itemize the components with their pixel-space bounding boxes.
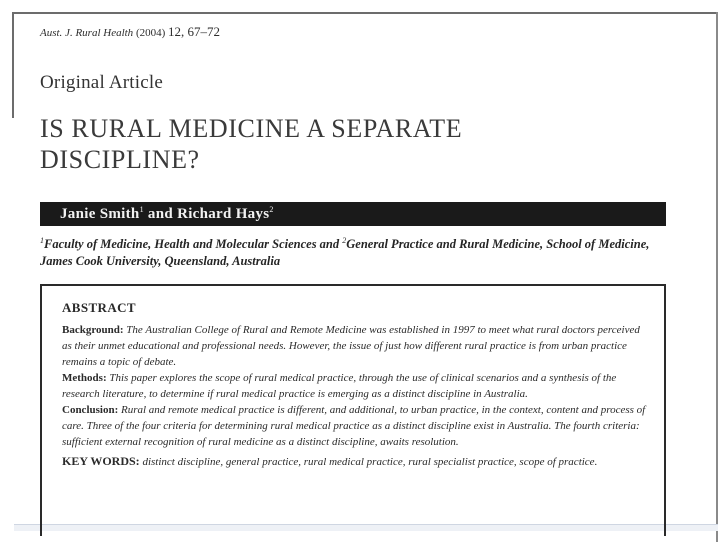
affiliations: [40, 232, 670, 270]
article-title: [40, 113, 660, 175]
conclusion-text: Rural and remote medical practice is different, and additional, to urban practice, in the context, content and process of care. Three of the four criteria for determining rural medical practice as a distinct discipline exist in Australia. The fourth criteria: sufficient external recognition of rural medicine as a distinct discipline, awaits resolution.: [62, 404, 646, 448]
author-bar: [40, 202, 666, 226]
author-list: [60, 205, 274, 223]
article-title-line-2: DISCIPLINE?: [40, 145, 200, 174]
abstract-box: [40, 284, 666, 536]
journal-volume-pages: 12, 67–72: [168, 24, 221, 39]
keywords-text: distinct discipline, general practice, rural medical practice, rural specialist practice, scope of practice.: [139, 456, 598, 468]
conclusion-label: Conclusion:: [62, 404, 119, 416]
article-type-label: Original Article: [40, 72, 163, 93]
author-1-affil-mark: 1: [139, 205, 144, 214]
abstract-body: [62, 322, 650, 470]
abstract-methods: [62, 370, 650, 402]
keywords-label: KEY WORDS:: [62, 454, 140, 468]
slide-frame-right: [716, 12, 718, 542]
author-2-affil-mark: 2: [269, 205, 274, 214]
journal-name: Aust. J. Rural Health: [40, 27, 134, 39]
affiliation-2: General Practice and Rural Medicine, School of Medicine, James Cook University, Queensland, Australia: [40, 237, 650, 269]
abstract-background: [62, 322, 650, 370]
author-2: Richard Hays: [177, 206, 270, 222]
abstract-heading: ABSTRACT: [62, 300, 136, 315]
article-title-line-1: IS RURAL MEDICINE A SEPARATE: [40, 114, 463, 143]
methods-text: This paper explores the scope of rural medical practice, through the use of clinical scenarios and a synthesis of the research literature, to determine if rural medical practice is emerging as a distinct discipline in Australia.: [62, 372, 617, 400]
affil-mark-1: 1: [40, 236, 44, 245]
author-conjunction: and: [143, 206, 178, 222]
abstract-conclusion: [62, 402, 650, 450]
affil-mark-2: 2: [342, 236, 347, 245]
slide-frame-left: [12, 12, 14, 118]
affiliation-1: Faculty of Medicine, Health and Molecular Sciences and: [44, 237, 343, 252]
journal-citation: [40, 24, 220, 40]
methods-label: Methods:: [62, 372, 107, 384]
slide-frame-top: [12, 12, 718, 14]
background-text: The Australian College of Rural and Remote Medicine was established in 1997 to meet what rural doctors perceived as their unmet educational and professional needs. However, the issue of just how different rural practice is from urban practice remains a topic of debate.: [62, 324, 640, 368]
background-label: Background:: [62, 324, 124, 336]
abstract-keywords: [62, 453, 650, 470]
journal-year: (2004): [135, 27, 166, 39]
author-1: Janie Smith: [60, 206, 140, 222]
